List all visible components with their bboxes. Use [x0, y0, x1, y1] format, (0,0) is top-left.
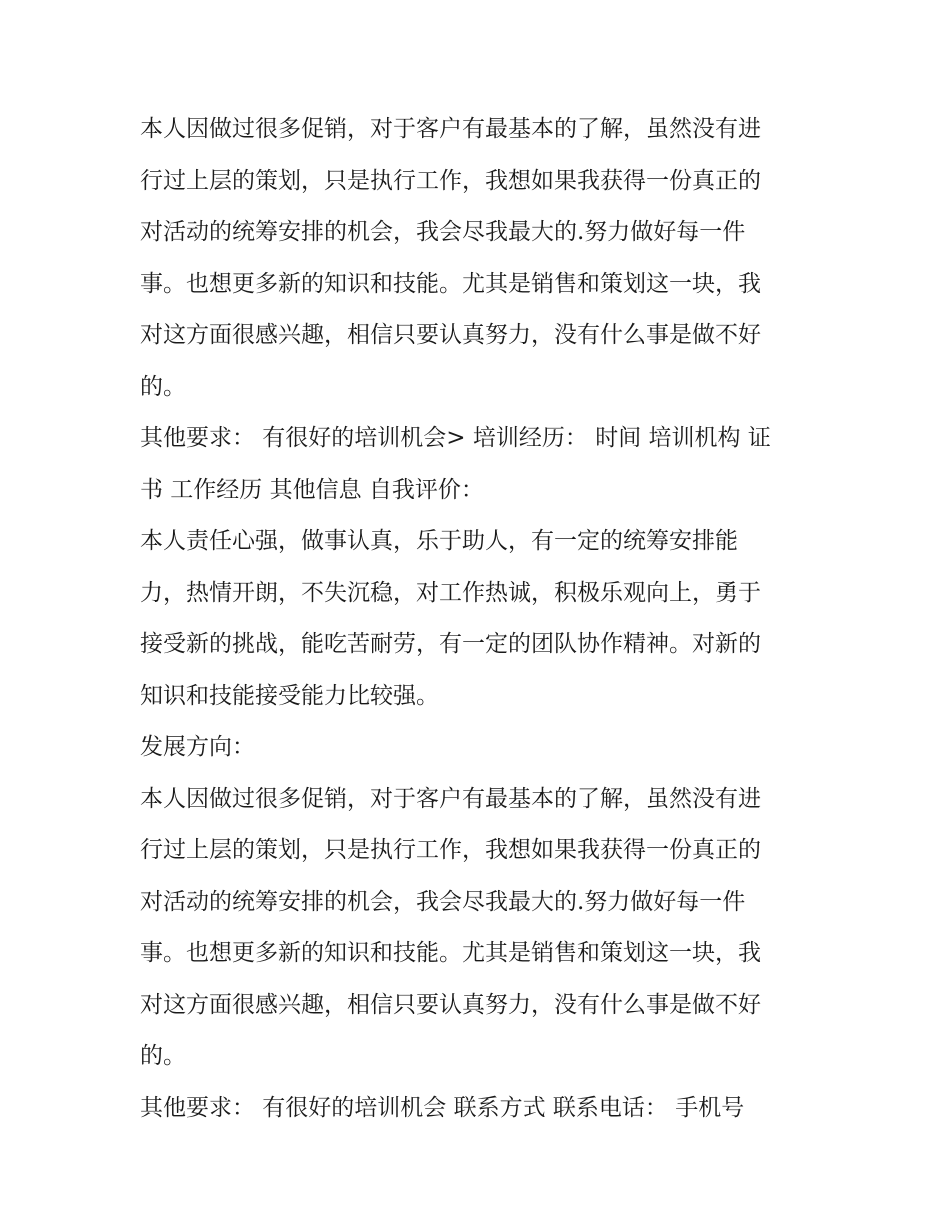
text-line-20: 其他要求： 有很好的培训机会 联系方式 联系电话： 手机号: [140, 1094, 745, 1121]
text-line-1: 本人因做过很多促销，对于客户有最基本的了解，虽然没有进: [140, 116, 761, 142]
text-line-6: 的。: [140, 373, 186, 400]
text-line-19: 的。: [140, 1043, 186, 1069]
text-line-14: 本人因做过很多促销，对于客户有最基本的了解，虽然没有进: [140, 785, 761, 812]
text-line-17: 事。也想更多新的知识和技能。尤其是销售和策划这一块，我: [140, 940, 761, 966]
text-line-11: 接受新的挑战，能吃苦耐劳，有一定的团队协作精神。对新的: [140, 631, 761, 657]
text-line-9: 本人责任心强，做事认真，乐于助人，有一定的统筹安排能: [140, 528, 738, 554]
document-body: [140, 104, 820, 1134]
text-line-12: 知识和技能接受能力比较强。: [140, 682, 439, 709]
text-line-10: 力，热情开朗，不失沉稳，对工作热诚，积极乐观向上，勇于: [140, 579, 761, 606]
text-line-2: 行过上层的策划，只是执行工作，我想如果我获得一份真正的: [140, 167, 761, 194]
text-line-5: 对这方面很感兴趣，相信只要认真努力，没有什么事是做不好: [140, 322, 761, 348]
text-line-8: 书 工作经历 其他信息 自我评价：: [140, 476, 484, 503]
text-line-18: 对这方面很感兴趣，相信只要认真努力，没有什么事是做不好: [140, 991, 761, 1018]
text-line-13: 发展方向：: [140, 734, 255, 760]
text-line-7: 其他要求： 有很好的培训机会> 培训经历： 时间 培训机构 证: [140, 425, 771, 451]
text-line-16: 对活动的统筹安排的机会，我会尽我最大的.努力做好每一件: [140, 888, 746, 915]
text-line-4: 事。也想更多新的知识和技能。尤其是销售和策划这一块，我: [140, 270, 761, 297]
text-line-15: 行过上层的策划，只是执行工作，我想如果我获得一份真正的: [140, 837, 761, 863]
text-line-3: 对活动的统筹安排的机会，我会尽我最大的.努力做好每一件: [140, 219, 746, 245]
